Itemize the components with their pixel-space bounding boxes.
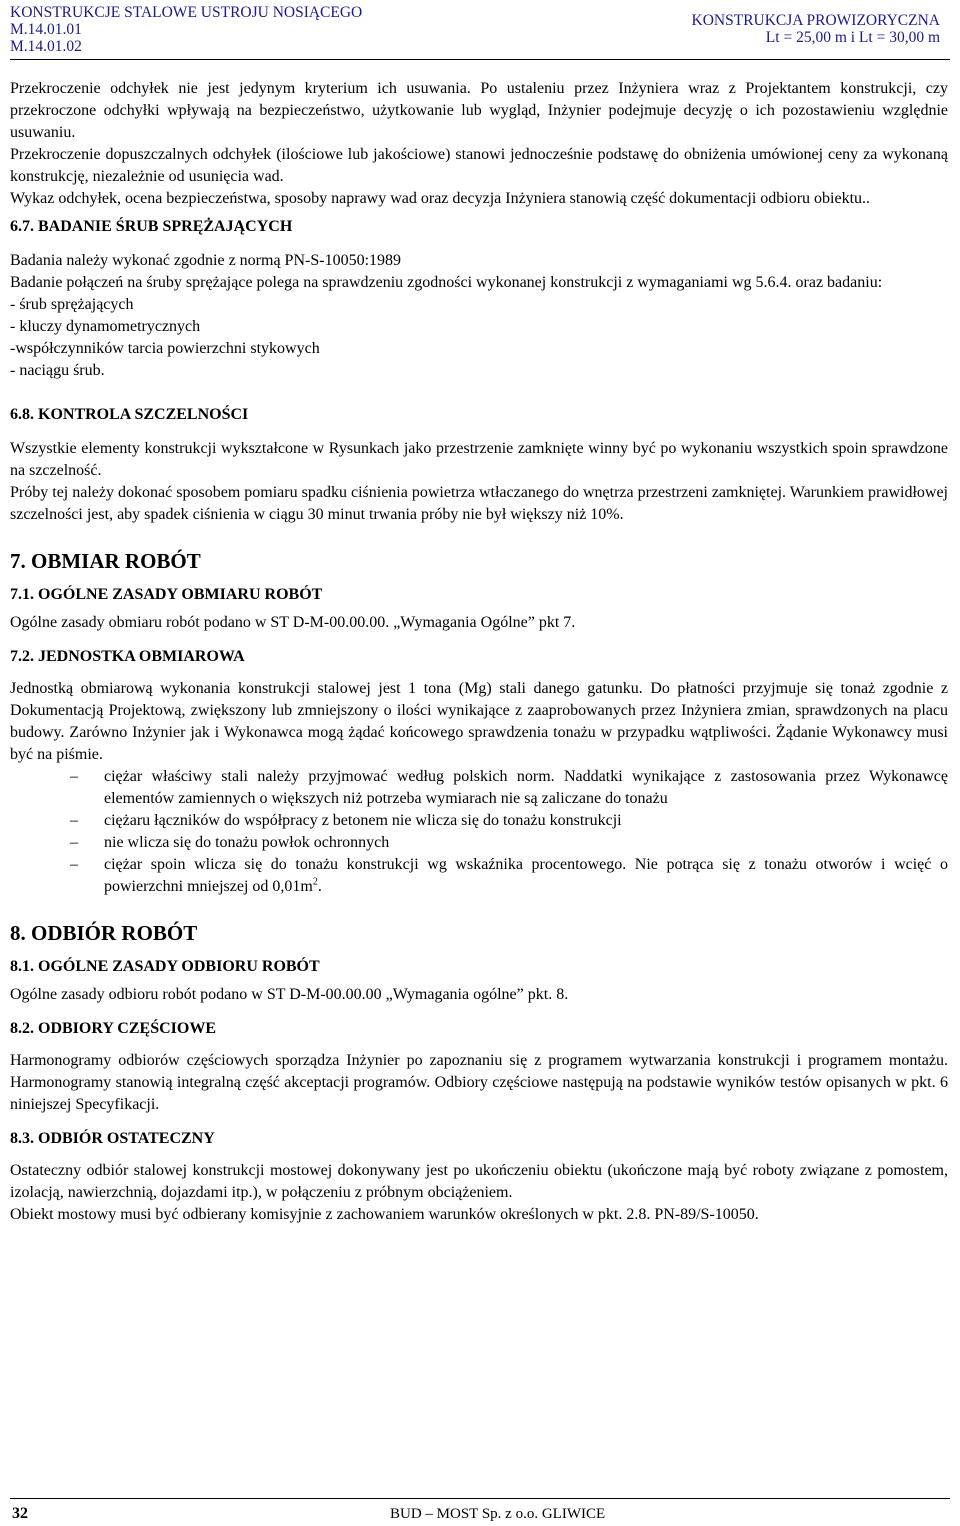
list-item: - śrub sprężających <box>10 296 134 313</box>
paragraph: Próby tej należy dokonać sposobem pomiaru spadku ciśnienia powietrza wtłaczanego do wnętrza przestrzeni zamkniętej. Warunkiem prawidłowej szczelności jest, aby spadek ciśnienia w ciągu 30 minut trwania próby nie był większy niż 10%. <box>10 484 948 523</box>
section-heading-6-7: 6.7. BADANIE ŚRUB SPRĘŻAJĄCYCH <box>10 218 293 235</box>
paragraph: Ogólne zasady odbioru robót podano w ST D-M-00.00.00 „Wymagania ogólne” pkt. 8. <box>10 986 569 1003</box>
section-heading-8-1: 8.1. OGÓLNE ZASADY ODBIORU ROBÓT <box>10 958 320 975</box>
document-body <box>10 78 948 1226</box>
dash-bullet: – <box>70 834 78 851</box>
list-item: - kluczy dynamometrycznych <box>10 318 201 335</box>
footer-divider <box>10 1498 950 1499</box>
dash-bullet: – <box>70 812 78 829</box>
header-spec-code-1: M.14.01.01 <box>10 21 82 38</box>
list-item: – ciężar właściwy stali należy przyjmować według polskich norm. Naddatki wynikające z zastosowania przez Wykonawcę elementów zamiennych o większych niż potrzeba wymiarach nie są zaliczane do tonażu <box>70 768 948 807</box>
header-title: KONSTRUKCJE STALOWE USTROJU NOSIĄCEGO <box>10 4 363 21</box>
superscript: 2 <box>312 876 318 888</box>
paragraph: Ogólne zasady obmiaru robót podano w ST D-M-00.00.00. „Wymagania Ogólne” pkt 7. <box>10 614 576 631</box>
header-spec-code-2: M.14.01.02 <box>10 38 82 55</box>
section-heading-8-3: 8.3. ODBIÓR OSTATECZNY <box>10 1130 215 1147</box>
list-item: – ciężar spoin wlicza się do tonażu konstrukcji wg wskaźnika procentowego. Nie potrąca się z tonażu otworów i wcięć o powierzchni mniejszej od $0,01m^2$. <box>70 856 948 895</box>
header-structure-type: KONSTRUKCJA PROWIZORYCZNA <box>691 12 940 29</box>
chapter-heading-8: 8. ODBIÓR ROBÓT <box>10 921 198 945</box>
paragraph: Wszystkie elementy konstrukcji wykształcone w Rysunkach jako przestrzenie zamknięte winny być po wykonaniu wszystkich spoin sprawdzone na szczelność. <box>10 440 948 479</box>
section-heading-8-2: 8.2. ODBIORY CZĘŚCIOWE <box>10 1020 216 1037</box>
section-heading-6-8: 6.8. KONTROLA SZCZELNOŚCI <box>10 406 249 423</box>
list-item: - naciągu śrub. <box>10 362 105 379</box>
list-item: – ciężaru łączników do współpracy z betonem nie wlicza się do tonażu konstrukcji <box>10 810 948 832</box>
paragraph: Badania należy wykonać zgodnie z normą PN-S-10050:1989 <box>10 252 402 269</box>
dash-bullet: – <box>70 768 78 785</box>
company-name: BUD – MOST Sp. z o.o. GLIWICE <box>390 1506 606 1522</box>
paragraph: Wykaz odchyłek, ocena bezpieczeństwa, sposoby naprawy wad oraz decyzja Inżyniera stanowią część dokumentacji odbioru obiektu.. <box>10 190 871 207</box>
dash-bullet: – <box>70 856 78 873</box>
paragraph: Jednostką obmiarową wykonania konstrukcji stalowej jest 1 tona (Mg) stali danego gatunku. Do płatności przyjmuje się tonaż zgodnie z Dokumentacją Projektową, zwiększony lub zmniejszony o ilości wynikające z zaaprobowanych przez Inżyniera zmian, sprawdzonych na placu budowy. Zarówno Inżynier jak i Wykonawca mogą żądać końcowego sprawdzenia tonażu w przypadku wątpliwości. Żądanie Wykonawcy musi być na piśmie. <box>10 680 948 763</box>
paragraph: Ostateczny odbiór stalowej konstrukcji mostowej dokonywany jest po ukończeniu obiektu (ukończone mają być roboty związane z pomostem, izolacją, nawierzchnią, dojazdami itp.), w połączeniu z próbnym obciążeniem. <box>10 1162 948 1201</box>
chapter-heading-7: 7. OBMIAR ROBÓT <box>10 549 201 573</box>
header-left <box>10 4 362 55</box>
header-span-lengths: Lt = 25,00 m i Lt = 30,00 m <box>765 29 940 46</box>
section-heading-7-2: 7.2. JEDNOSTKA OBMIAROWA <box>10 648 245 665</box>
list-item: – nie wlicza się do tonażu powłok ochronnych <box>10 832 948 854</box>
paragraph: Przekroczenie odchyłek nie jest jedynym kryterium ich usuwania. Po ustaleniu przez Inżyniera wraz z Projektantem konstrukcji, czy przekroczone odchyłki wpływają na bezpieczeństwo, użytkowanie lub wygląd, Inżynier podejmuje decyzję o ich pozostawieniu względnie usuwaniu. <box>10 80 948 141</box>
paragraph: Harmonogramy odbiorów częściowych sporządza Inżynier po zapoznaniu się z programem wytwarzania konstrukcji i programem montażu. Harmonogramy stanowią integralną część akceptacji programów. Odbiory częściowe następują na podstawie wyników testów opisanych w pkt. 6 niniejszej Specyfikacji. <box>10 1052 948 1113</box>
paragraph: Badanie połączeń na śruby sprężające polega na sprawdzeniu zgodności wykonanej konstrukcji z wymaganiami wg 5.6.4. oraz badaniu: <box>10 274 883 291</box>
header-right <box>692 12 940 46</box>
list-item: -współczynników tarcia powierzchni stykowych <box>10 340 320 357</box>
dash-list <box>10 766 948 898</box>
page-header <box>0 0 960 60</box>
page-footer <box>0 1498 960 1526</box>
paragraph: Przekroczenie dopuszczalnych odchyłek (ilościowe lub jakościowe) stanowi jednocześnie podstawę do obniżenia umówionej ceny za wykonaną konstrukcję, niezależnie od usunięcia wad. <box>10 146 948 185</box>
header-divider <box>10 59 950 60</box>
section-heading-7-1: 7.1. OGÓLNE ZASADY OBMIARU ROBÓT <box>10 586 323 603</box>
page-number: 32 <box>12 1505 28 1522</box>
paragraph: Obiekt mostowy musi być odbierany komisyjnie z zachowaniem warunków określonych w pkt. 2.8. PN-89/S-10050. <box>10 1206 759 1223</box>
